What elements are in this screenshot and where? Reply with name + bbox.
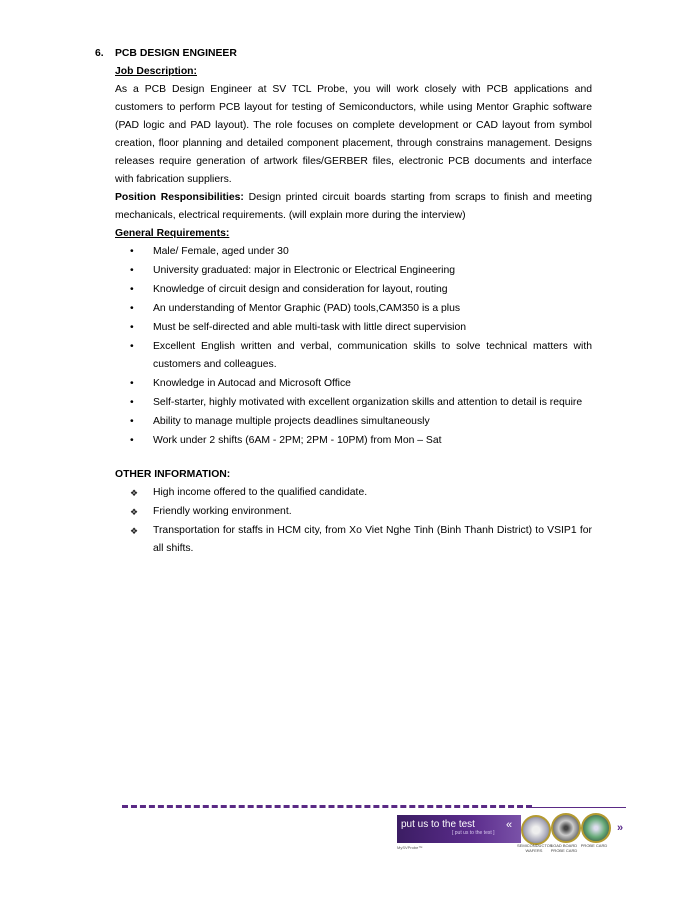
chevron-left-icon: « bbox=[506, 819, 513, 831]
board-badge-icon bbox=[581, 813, 611, 843]
bullet-icon: • bbox=[130, 341, 134, 352]
other-information-list bbox=[115, 484, 592, 558]
bullet-icon: • bbox=[130, 397, 134, 408]
bullet-icon: • bbox=[130, 378, 134, 389]
bullet-icon: • bbox=[130, 246, 134, 257]
section-number: 6. bbox=[95, 48, 104, 59]
general-requirements-heading: General Requirements: bbox=[115, 228, 230, 239]
bullet-icon: • bbox=[130, 303, 134, 314]
footer-dashed-divider bbox=[122, 805, 532, 808]
list-item: • Ability to manage multiple projects deadlines simultaneously bbox=[115, 413, 592, 431]
requirements-list bbox=[115, 243, 592, 450]
diamond-bullet-icon: ❖ bbox=[130, 488, 139, 498]
job-description-text: As a PCB Design Engineer at SV TCL Probe, you will work closely with PCB applications and customers to perform PCB layout for testing of Semiconductors, while using Mentor Graphic software (PAD logic and PAD layout). The role focuses on complete development or CAD layout from symbol creation, floor planning and detailed component placement, through constrains management. Designs releases require generation of artwork files/GERBER files, electronic PCB documents and interface with fabrication suppliers. bbox=[115, 84, 592, 185]
list-item: • Male/ Female, aged under 30 bbox=[115, 243, 592, 261]
chevron-right-icon: » bbox=[617, 822, 624, 834]
list-item: • Knowledge in Autocad and Microsoft Office bbox=[115, 375, 592, 393]
diamond-bullet-icon: ❖ bbox=[130, 507, 139, 517]
position-text: Design printed circuit boards starting from scraps to finish and meeting mechanicals, electrical requirements. (will explain more during the interview) bbox=[115, 192, 592, 221]
list-item: ❖ Friendly working environment. bbox=[115, 503, 592, 521]
list-item: • Must be self-directed and able multi-task with little direct supervision bbox=[115, 319, 592, 337]
diamond-bullet-icon: ❖ bbox=[130, 526, 139, 536]
badge-caption: SEMICONDUCTOR WAFERS bbox=[517, 843, 553, 853]
bullet-icon: • bbox=[130, 416, 134, 427]
banner-title: put us to the test bbox=[401, 819, 475, 830]
probe-card-badge-icon bbox=[551, 813, 581, 843]
position-label: Position Responsibilities: bbox=[115, 192, 244, 203]
job-content bbox=[115, 63, 592, 559]
footer-banner bbox=[397, 815, 521, 843]
bullet-icon: • bbox=[130, 265, 134, 276]
list-item: • Knowledge of circuit design and consideration for layout, routing bbox=[115, 281, 592, 299]
other-information-heading: OTHER INFORMATION: bbox=[115, 469, 231, 480]
wafer-badge-icon bbox=[521, 815, 551, 845]
list-item: • University graduated: major in Electronic or Electrical Engineering bbox=[115, 262, 592, 280]
bullet-icon: • bbox=[130, 435, 134, 446]
footer-thin-divider bbox=[530, 807, 626, 808]
list-item: • Self-starter, highly motivated with excellent organization skills and attention to detail is require bbox=[115, 394, 592, 412]
badge-caption: LOAD BOARD PROBE CARD bbox=[550, 843, 578, 853]
list-item: ❖ High income offered to the qualified candidate. bbox=[115, 484, 592, 502]
list-item: • Excellent English written and verbal, communication skills to solve technical matters with customers and colleagues. bbox=[115, 338, 592, 374]
list-item: ❖ Transportation for staffs in HCM city, from Xo Viet Nghe Tinh (Binh Thanh District) to VSIP1 for all shifts. bbox=[115, 522, 592, 558]
banner-subtitle: [ put us to the test ] bbox=[452, 830, 495, 836]
section-heading bbox=[95, 45, 237, 63]
spacer bbox=[115, 451, 592, 466]
section-title: PCB DESIGN ENGINEER bbox=[115, 48, 237, 59]
list-item: • Work under 2 shifts (6AM - 2PM; 2PM - 10PM) from Mon – Sat bbox=[115, 432, 592, 450]
badge-caption: PROBE CARD bbox=[580, 843, 608, 848]
footer-caption: MySVProbe™ bbox=[397, 845, 423, 850]
job-description-heading: Job Description: bbox=[115, 66, 197, 77]
list-item: • An understanding of Mentor Graphic (PAD) tools,CAM350 is a plus bbox=[115, 300, 592, 318]
position-responsibilities bbox=[115, 189, 592, 225]
bullet-icon: • bbox=[130, 284, 134, 295]
bullet-icon: • bbox=[130, 322, 134, 333]
